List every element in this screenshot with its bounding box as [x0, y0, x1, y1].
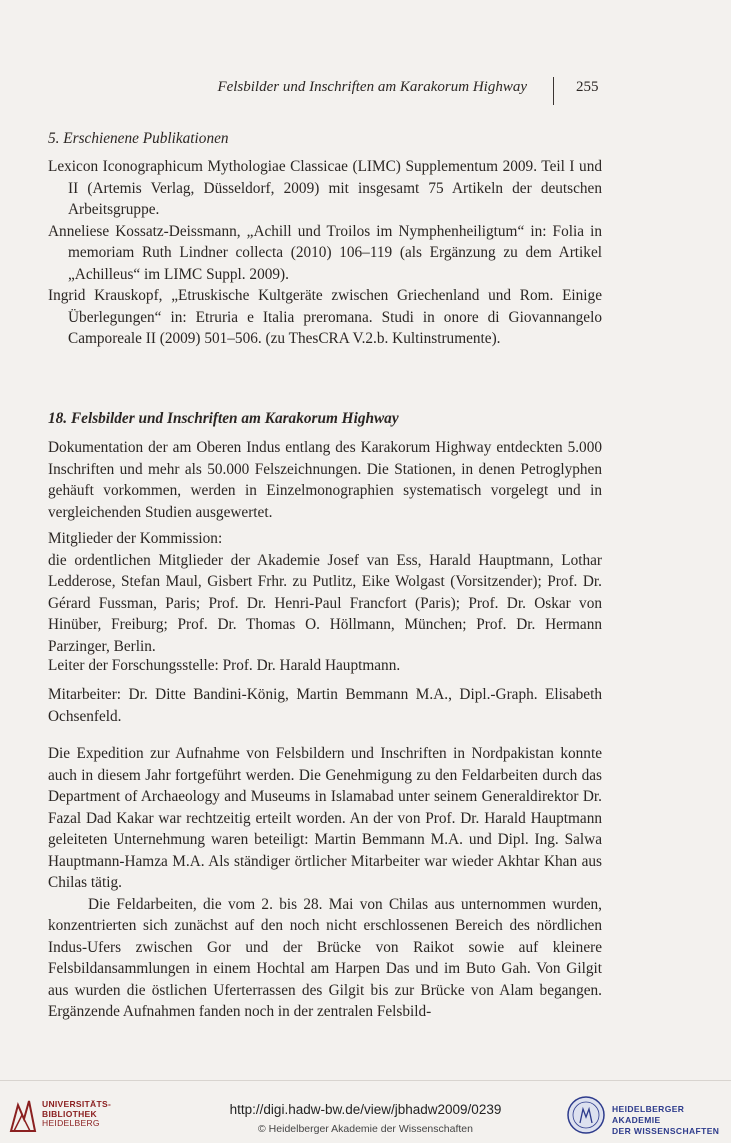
page-number: 255: [576, 79, 599, 95]
section-intro-block: [48, 437, 602, 523]
report-block: [48, 743, 602, 1023]
publication-item: Lexicon Iconographicum Mythologiae Classicae (LIMC) Supplementum 2009. Teil I und II (Artemis Verlag, Düsseldorf, 2009) mit insgesamt 75 Artikeln der deutschen Arbeitsgruppe.: [48, 158, 602, 218]
mitarbeiter-block: [48, 684, 602, 727]
running-header: [0, 77, 731, 99]
members-text: die ordentlichen Mitglieder der Akademie Josef van Ess, Harald Hauptmann, Lothar Ledderose, Stefan Maul, Gisbert Frhr. zu Putlitz, Eike Wolgast (Vorsitzender); Prof. Dr. Gérard Fussman, Paris; Prof. Dr. Henri-Paul Francfort (Paris); Prof. Dr. Oskar von Hinüber, Freiburg; Prof. Dr. Thomas O. Höllmann, München; Prof. Dr. Hermann Parzinger, Berlin.: [48, 551, 602, 655]
publications-heading: 5. Erschienene Publikationen: [48, 130, 229, 147]
digitization-footer: [0, 1080, 731, 1143]
report-paragraph-1: Die Expedition zur Aufnahme von Felsbildern und Inschriften in Nordpakistan konnte auch in diesem Jahr fortgeführt werden. Die Genehmigung zu den Feldarbeiten durch das Department of Archaeology and Museums in Islamabad unter seinem Generaldirektor Dr. Fazal Dad Kakar war rechtzeitig erteilt worden. An der von Prof. Dr. Harald Hauptmann geleiteten Unternehmung waren beteiligt: Martin Bemmann M.A. und Dipl. Ing. Salwa Hauptmann-Hamza M.A. Als ständiger örtlicher Mitarbeiter war wieder Akhtar Khan aus Chilas tätig.: [48, 745, 602, 891]
section-intro: Dokumentation der am Oberen Indus entlang des Karakorum Highway entdeckten 5.000 Inschriften und mehr als 50.000 Felszeichnungen. Die Stationen, in denen Petroglyphen gehäuft vorkommen, werden in Einzelmonographien systematisch vorgelegt und in vergleichenden Studien ausgewertet.: [48, 439, 602, 521]
mitarbeiter-text: Mitarbeiter: Dr. Ditte Bandini-König, Martin Bemmann M.A., Dipl.-Graph. Elisabeth Ochsenfeld.: [48, 686, 602, 725]
library-name: UNIVERSITÄTS- BIBLIOTHEK HEIDELBERG: [42, 1099, 112, 1128]
section-heading: 18. Felsbilder und Inschriften am Karakorum Highway: [48, 410, 399, 427]
publications-section: [48, 128, 602, 150]
report-paragraph-2: Die Feldarbeiten, die vom 2. bis 28. Mai von Chilas aus unternommen wurden, konzentrierten sich zunächst auf den noch nicht erschlossenen Bereich des nördlichen Indus-Ufers zwischen Gor und der Brücke von Raikot sowie auf kleinere Felsbildansammlungen in einem Hochtal am Harpen Das und im Buto Gah. Von Gilgit aus wurden die östlichen Uferterrassen des Gilgit bis zur Brücke von Alam begangen. Ergänzende Aufnahmen fanden noch in der zentralen Felsbild-: [48, 895, 602, 1020]
copyright-notice: © Heidelberger Akademie der Wissenschaften: [258, 1123, 473, 1135]
members-label: Mitglieder der Kommission:: [48, 530, 223, 547]
academy-name: HEIDELBERGER AKADEMIE DER WISSENSCHAFTEN: [612, 1104, 720, 1136]
header-divider: [553, 77, 554, 105]
running-title: Felsbilder und Inschriften am Karakorum Highway: [217, 79, 527, 95]
permalink-url[interactable]: http://digi.hadw-bw.de/view/jbhadw2009/0239: [229, 1102, 502, 1117]
members-block: [48, 528, 602, 657]
leiter-block: [48, 655, 602, 677]
publication-item: Anneliese Kossatz-Deissmann, „Achill und Troilos im Nymphenheiligtum“ in: Folia in memoriam Ruth Lindner collecta (2010) 106–119 (als Ergänzung zu dem Artikel „Achilleus“ im LIMC Suppl. 2009).: [48, 222, 602, 283]
publication-item: Ingrid Krauskopf, „Etruskische Kultgeräte zwischen Griechenland und Rom. Einige Überlegungen“ in: Etruria e Italia preromana. Studi in onore di Giovannangelo Camporeale II (2009) 501–506. (zu ThesCRA V.2.b. Kultinstrumente).: [48, 287, 602, 347]
publications-list: [48, 156, 602, 350]
leiter-text: Leiter der Forschungsstelle: Prof. Dr. Harald Hauptmann.: [48, 657, 401, 674]
academy-seal-icon: [566, 1095, 606, 1135]
section-18: [48, 408, 602, 430]
